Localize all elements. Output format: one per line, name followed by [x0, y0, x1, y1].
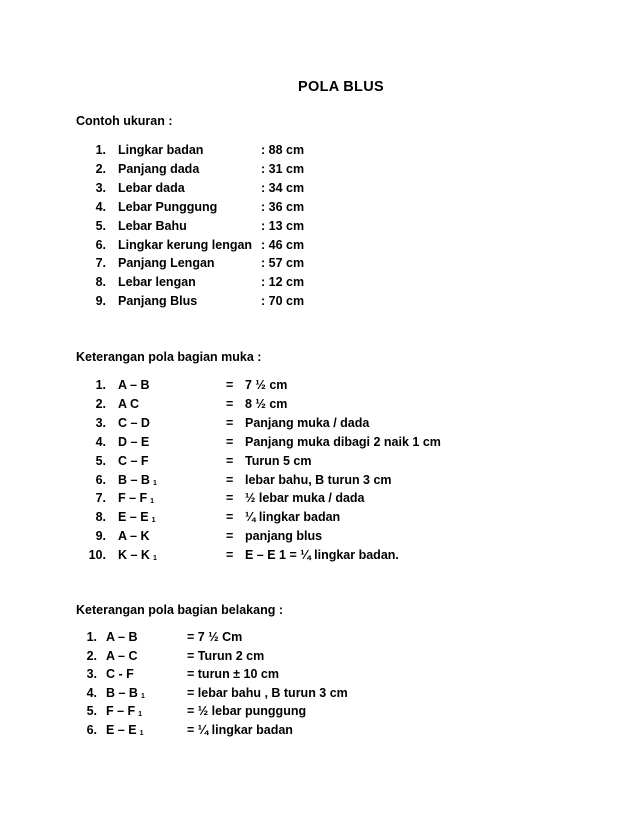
item-number: 9. — [95, 294, 106, 309]
item-number: 6. — [86, 723, 97, 737]
item-label: Lebar dada — [118, 180, 185, 195]
item-label — [118, 433, 149, 451]
item-number: 3. — [86, 667, 97, 682]
item-value: = lebar bahu , B turun 3 cm — [187, 685, 348, 700]
item-label — [118, 527, 150, 545]
item-number: 8. — [95, 510, 106, 525]
item-number: 7. — [95, 256, 106, 271]
item-label-text: D – E — [118, 434, 150, 449]
item-label-text: E – E — [106, 723, 137, 737]
item-number: 8. — [95, 275, 106, 290]
item-label-text: E – E — [118, 510, 149, 525]
item-number: 5. — [95, 453, 106, 468]
item-number: 6. — [95, 237, 106, 252]
item-number: 3. — [95, 180, 106, 195]
item-number: 1. — [86, 630, 97, 644]
subscript: 1 — [138, 711, 143, 719]
item-value: = turun ± 10 cm — [187, 667, 279, 682]
item-number: 4. — [86, 685, 97, 700]
equals-sign: = — [226, 472, 234, 487]
item-label — [118, 376, 150, 394]
item-value: : 13 cm — [261, 218, 305, 233]
item-label-text: B – B — [106, 685, 138, 700]
item-number: 2. — [95, 161, 106, 176]
item-number: 7. — [95, 491, 106, 506]
item-number: 2. — [95, 396, 106, 411]
item-value: = 7 ½ Cm — [187, 630, 243, 644]
item-label — [106, 628, 138, 646]
subscript: 1 — [139, 730, 144, 737]
item-number: 4. — [95, 434, 106, 449]
item-value: 7 ½ cm — [245, 378, 288, 392]
item-label: Panjang Blus — [118, 294, 198, 309]
item-value: panjang blus — [245, 529, 323, 544]
item-label-text: F – F — [106, 704, 136, 719]
item-value: ¼ lingkar badan — [245, 510, 341, 525]
item-label — [106, 665, 134, 683]
item-number: 2. — [86, 648, 97, 663]
equals-sign: = — [226, 434, 234, 449]
item-value: = ¼ lingkar badan — [187, 723, 293, 737]
item-value: : 12 cm — [261, 275, 305, 290]
section-heading-ukuran: Contoh ukuran : — [76, 114, 173, 128]
subscript: 1 — [152, 555, 157, 563]
item-value: = ½ lebar punggung — [187, 704, 307, 719]
item-value: : 88 cm — [261, 143, 305, 157]
item-value: 8 ½ cm — [245, 396, 288, 411]
item-value: = Turun 2 cm — [187, 648, 265, 663]
item-label — [118, 414, 150, 432]
item-value: E – E 1 = ¼ lingkar badan. — [245, 548, 399, 563]
item-value: : 46 cm — [261, 237, 305, 252]
item-number: 10. — [88, 548, 106, 563]
item-label — [118, 452, 149, 470]
item-label: Lebar Punggung — [118, 199, 218, 214]
section-heading-muka: Keterangan pola bagian muka : — [76, 350, 262, 364]
item-number: 1. — [95, 143, 106, 157]
page-title: POLA BLUS — [298, 79, 384, 95]
equals-sign: = — [226, 510, 234, 525]
item-label-text: A – K — [118, 529, 150, 544]
item-value: : 36 cm — [261, 199, 305, 214]
item-label-text: K – K — [118, 548, 150, 563]
item-label-text: C – F — [118, 453, 149, 468]
item-label: Panjang dada — [118, 161, 200, 176]
subscript: 1 — [150, 498, 155, 506]
item-label: Panjang Lengan — [118, 256, 215, 271]
equals-sign: = — [226, 396, 234, 411]
item-value: : 70 cm — [261, 294, 305, 309]
item-value: Panjang muka / dada — [245, 415, 370, 430]
item-number: 6. — [95, 472, 106, 487]
item-label: Lebar lengan — [118, 275, 196, 290]
subscript: 1 — [151, 517, 156, 525]
item-number: 1. — [95, 378, 106, 392]
subscript: 1 — [152, 479, 157, 487]
item-label-text: B – B — [118, 472, 150, 487]
item-number: 5. — [86, 704, 97, 719]
item-label-text: A – C — [106, 648, 138, 663]
equals-sign: = — [226, 453, 234, 468]
item-label — [106, 647, 138, 665]
item-number: 3. — [95, 415, 106, 430]
item-label: Lingkar badan — [118, 143, 204, 157]
item-label — [118, 395, 139, 413]
item-number: 4. — [95, 199, 106, 214]
item-value: Turun 5 cm — [245, 453, 312, 468]
item-label: Lebar Bahu — [118, 218, 187, 233]
item-value: lebar bahu, B turun 3 cm — [245, 472, 392, 487]
item-value: : 31 cm — [261, 161, 305, 176]
item-label-text: A – B — [118, 378, 150, 392]
item-label-text: A C — [118, 396, 140, 411]
equals-sign: = — [226, 548, 234, 563]
item-number: 9. — [95, 529, 106, 544]
equals-sign: = — [226, 415, 234, 430]
subscript: 1 — [140, 692, 145, 700]
equals-sign: = — [226, 491, 234, 506]
item-label — [118, 546, 157, 568]
section-heading-belakang: Keterangan pola bagian belakang : — [76, 603, 283, 617]
item-value: Panjang muka dibagi 2 naik 1 cm — [245, 434, 441, 449]
equals-sign: = — [226, 378, 234, 392]
item-number: 5. — [95, 218, 106, 233]
item-label-text: C – D — [118, 415, 150, 430]
item-value: : 57 cm — [261, 256, 305, 271]
item-label-text: F – F — [118, 491, 148, 506]
item-label: Lingkar kerung lengan — [118, 237, 253, 252]
item-label — [106, 721, 143, 743]
equals-sign: = — [226, 529, 234, 544]
item-label-text: C - F — [106, 667, 134, 682]
item-value: : 34 cm — [261, 180, 305, 195]
item-value: ½ lebar muka / dada — [245, 491, 365, 506]
item-label-text: A – B — [106, 630, 138, 644]
